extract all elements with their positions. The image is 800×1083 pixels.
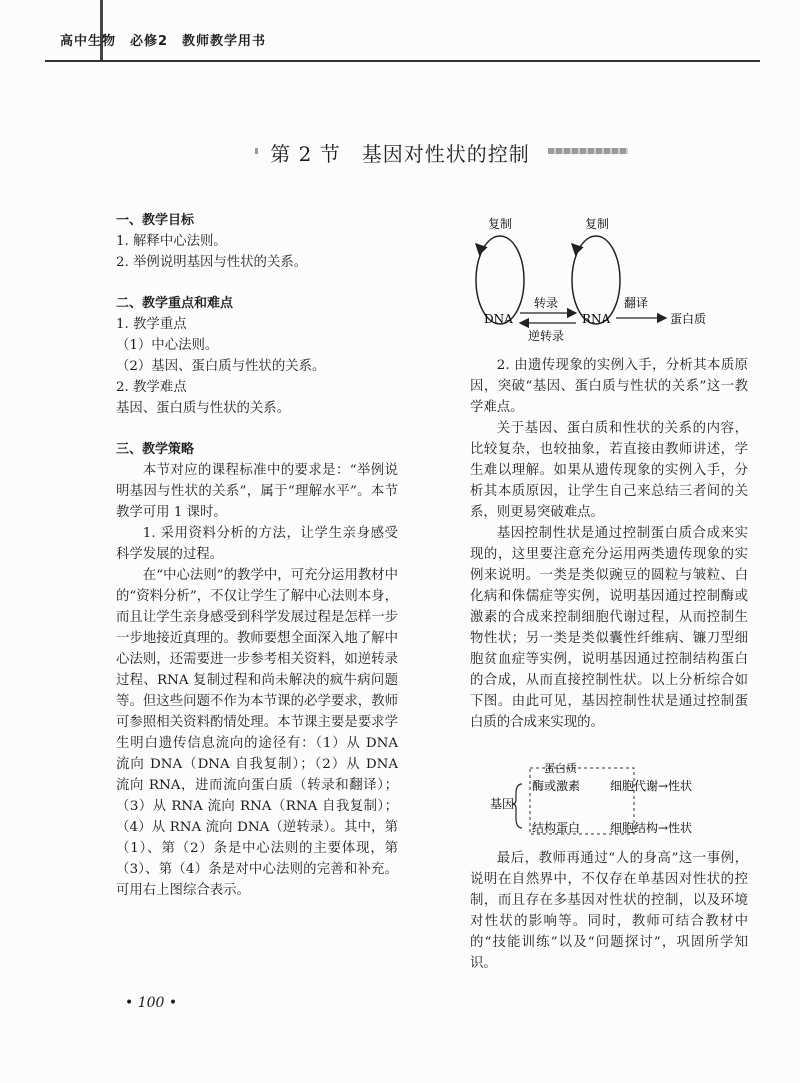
- gene-control-diagram: [470, 760, 750, 840]
- left-column: [116, 210, 398, 901]
- paragraph: 本节对应的课程标准中的要求是：“举例说明基因与性状的关系”，属于“理解水平”。本节教学可用 1 课时。: [116, 463, 398, 520]
- reverse-transcription-label: 逆转录: [528, 329, 565, 343]
- paragraph: 1. 采用资料分析的方法，让学生亲身感受科学发展的过程。: [116, 526, 398, 562]
- goal-item: 2. 举例说明基因与性状的关系。: [116, 255, 308, 270]
- page-number: • 100 •: [125, 995, 178, 1011]
- enzyme-label: 酶或激素: [532, 779, 581, 793]
- goal-item: 1. 解释中心法则。: [116, 234, 227, 249]
- dna-label: DNA: [484, 312, 513, 326]
- protein-label: 蛋白质: [544, 762, 577, 775]
- running-header: 高中生物 必修2 教师教学用书: [60, 34, 267, 49]
- paragraph: 基因控制性状是通过控制蛋白质合成来实现的，这里要注意充分运用两类遗传现象的实例来说明。一类是类似豌豆的圆粒与皱粒、白化病和侏儒症等实例，说明基因通过控制酶或激素的合成来控制细胞代谢过程，从而控制生物性状；另一类是类似囊性纤维病、镰刀型细胞贫血症等实例，说明基因通过控制结构蛋白的合成，从而直接控制性状。以上分析综合如下图。由此可见，基因控制性状是通过控制蛋白质的合成来实现的。: [470, 526, 748, 730]
- loop-arrow: [572, 244, 578, 250]
- loop-arrow: [476, 244, 482, 250]
- right-column: [470, 355, 748, 733]
- central-dogma-diagram: [470, 210, 750, 350]
- difficulty-label: 2. 教学难点: [116, 380, 187, 395]
- paragraph: 最后，教师再通过“人的身高”这一事例，说明在自然界中，不仅存在单基因对性状的控制，而且存在多基因对性状的控制，以及环境对性状的影响等。同时，教师可结合教材中的“技能训练”以及“问题探讨”，巩固所学知识。: [470, 851, 748, 971]
- heading-goals: 一、教学目标: [116, 213, 195, 228]
- gene-label: 基因: [490, 797, 515, 811]
- heading-key-points: 二、教学重点和难点: [116, 296, 234, 311]
- header-rule: [45, 60, 760, 62]
- translation-label: 翻译: [624, 296, 649, 310]
- protein-label: 蛋白质: [670, 312, 707, 326]
- metabolism-label: 细胞代谢→性状: [610, 779, 693, 793]
- key-label: 1. 教学重点: [116, 317, 187, 332]
- rna-replication-loop: [572, 236, 620, 324]
- heading-strategy: 三、教学策略: [116, 442, 195, 457]
- dna-replication-loop: [476, 236, 524, 324]
- replication-label: 复制: [585, 217, 610, 231]
- rna-label: RNA: [582, 312, 611, 326]
- paragraph: 2. 由遗传现象的实例入手，分析其本质原因，突破“基因、蛋白质与性状的关系”这一教学难点。: [470, 358, 748, 415]
- structure-label: 细胞结构→性状: [610, 821, 693, 835]
- paragraph: 在“中心法则”的教学中，可充分运用教材中的“资料分析”，不仅让学生了解中心法则本身，而且让学生亲身感受到科学发展过程是怎样一步一步地接近真理的。教师要想全面深入地了解中心法则，还需要进一步参考相关资料，如逆转录过程、RNA 复制过程和尚未解决的疯牛病问题等。但这些问题不作为本节课的必学要求，教师可参照相关资料酌情处理。本节课主要是要求学生明白遗传信息流向的途径有：（1）从 DNA 流向 DNA（DNA 自我复制）；（2）从 DNA 流向 RNA，进而流向蛋白质（转录和翻译）；（3）从 RNA 流向 RNA（RNA 自我复制）；（4）从 RNA 流向 DNA（逆转录）。其中，第（1）、第（2）条是中心法则的主要体现，第（3）、第（4）条是对中心法则的完善和补充。可用右上图综合表示。: [116, 568, 398, 898]
- paragraph: 关于基因、蛋白质和性状的关系的内容，比较复杂，也较抽象，若直接由教师讲述，学生难以理解。如果从遗传现象的实例入手，分析其本质原因，让学生自己来总结三者间的关系，则更易突破难点。: [470, 421, 748, 520]
- key-item: （2）基因、蛋白质与性状的关系。: [116, 359, 326, 374]
- section-title: 第 2 节 基因对性状的控制: [0, 138, 800, 167]
- structural-protein-label: 结构蛋白: [532, 821, 581, 835]
- replication-label: 复制: [488, 217, 513, 231]
- difficulty-text: 基因、蛋白质与性状的关系。: [116, 401, 291, 416]
- key-item: （1）中心法则。: [116, 338, 219, 353]
- right-column-continued: [470, 848, 748, 974]
- transcription-label: 转录: [534, 296, 559, 310]
